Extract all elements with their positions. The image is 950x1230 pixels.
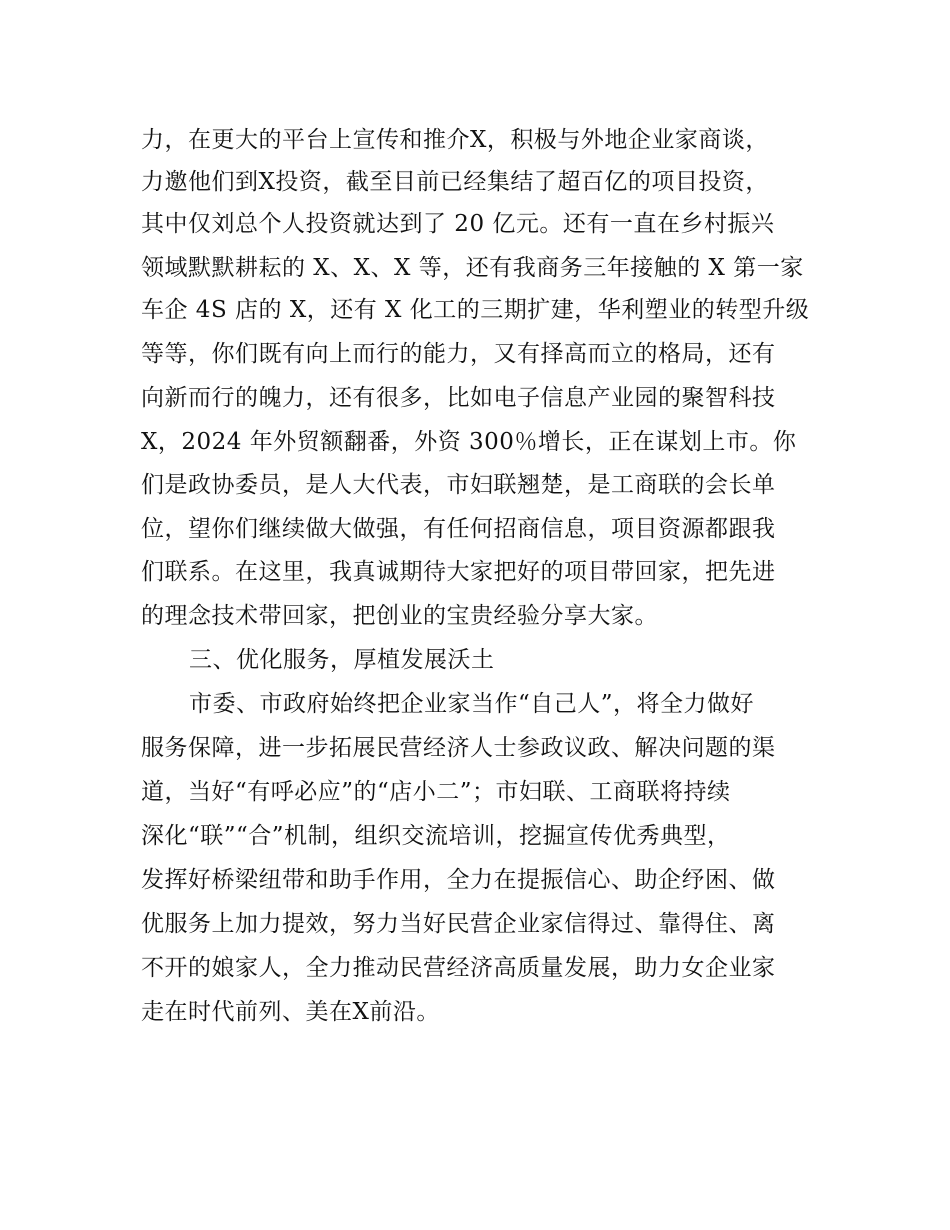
paragraph-1-line: 们联系。在这里，我真诚期待大家把好的项目带回家，把先进 bbox=[141, 559, 776, 585]
paragraph-1-line: 的理念技术带回家，把创业的宝贵经验分享大家。 bbox=[141, 603, 658, 629]
paragraph-1-line: 力邀他们到X投资，截至目前已经集结了超百亿的项目投资， bbox=[141, 169, 769, 195]
paragraph-2-line: 走在时代前列、美在X前沿。 bbox=[141, 999, 440, 1025]
paragraph-1-line: 等等，你们既有向上而行的能力，又有择高而立的格局，还有 bbox=[141, 341, 776, 367]
paragraph-2-line: 发挥好桥梁纽带和助手作用，全力在提振信心、助企纾困、做 bbox=[141, 867, 776, 893]
paragraph-2-line: 深化“联”“合”机制，组织交流培训，挖掘宣传优秀典型， bbox=[141, 823, 731, 849]
paragraph-2-line: 优服务上加力提效，努力当好民营企业家信得过、靠得住、离 bbox=[141, 911, 776, 937]
paragraph-1-line: 其中仅刘总个人投资就达到了 20 亿元。还有一直在乡村振兴 bbox=[141, 211, 775, 237]
paragraph-1-line: 向新而行的魄力，还有很多，比如电子信息产业园的聚智科技 bbox=[141, 385, 776, 411]
paragraph-1-line: 领域默默耕耘的 X、X、X 等，还有我商务三年接触的 X 第一家 bbox=[141, 255, 804, 281]
paragraph-1-line: 车企 4S 店的 X，还有 X 化工的三期扩建，华利塑业的转型升级 bbox=[141, 297, 810, 323]
paragraph-1-line: 力，在更大的平台上宣传和推介X，积极与外地企业家商谈， bbox=[141, 127, 769, 153]
paragraph-2-line: 不开的娘家人，全力推动民营经济高质量发展，助力女企业家 bbox=[141, 955, 776, 981]
paragraph-1-line: X，2024 年外贸额翻番，外资 300％增长，正在谋划上市。你 bbox=[141, 429, 797, 455]
paragraph-2-line: 服务保障，进一步拓展民营经济人士参政议政、解决问题的渠 bbox=[141, 735, 776, 761]
paragraph-2-line: 市委、市政府始终把企业家当作“自己人”，将全力做好 bbox=[189, 691, 755, 717]
paragraph-1-line: 们是政协委员，是人大代表，市妇联翘楚，是工商联的会长单 bbox=[141, 472, 776, 498]
paragraph-2-line: 道，当好“有呼必应”的“店小二”；市妇联、工商联将持续 bbox=[141, 779, 731, 805]
paragraph-1-line: 位，望你们继续做大做强，有任何招商信息，项目资源都跟我 bbox=[141, 516, 776, 542]
section-heading: 三、优化服务，厚植发展沃土 bbox=[189, 647, 495, 673]
